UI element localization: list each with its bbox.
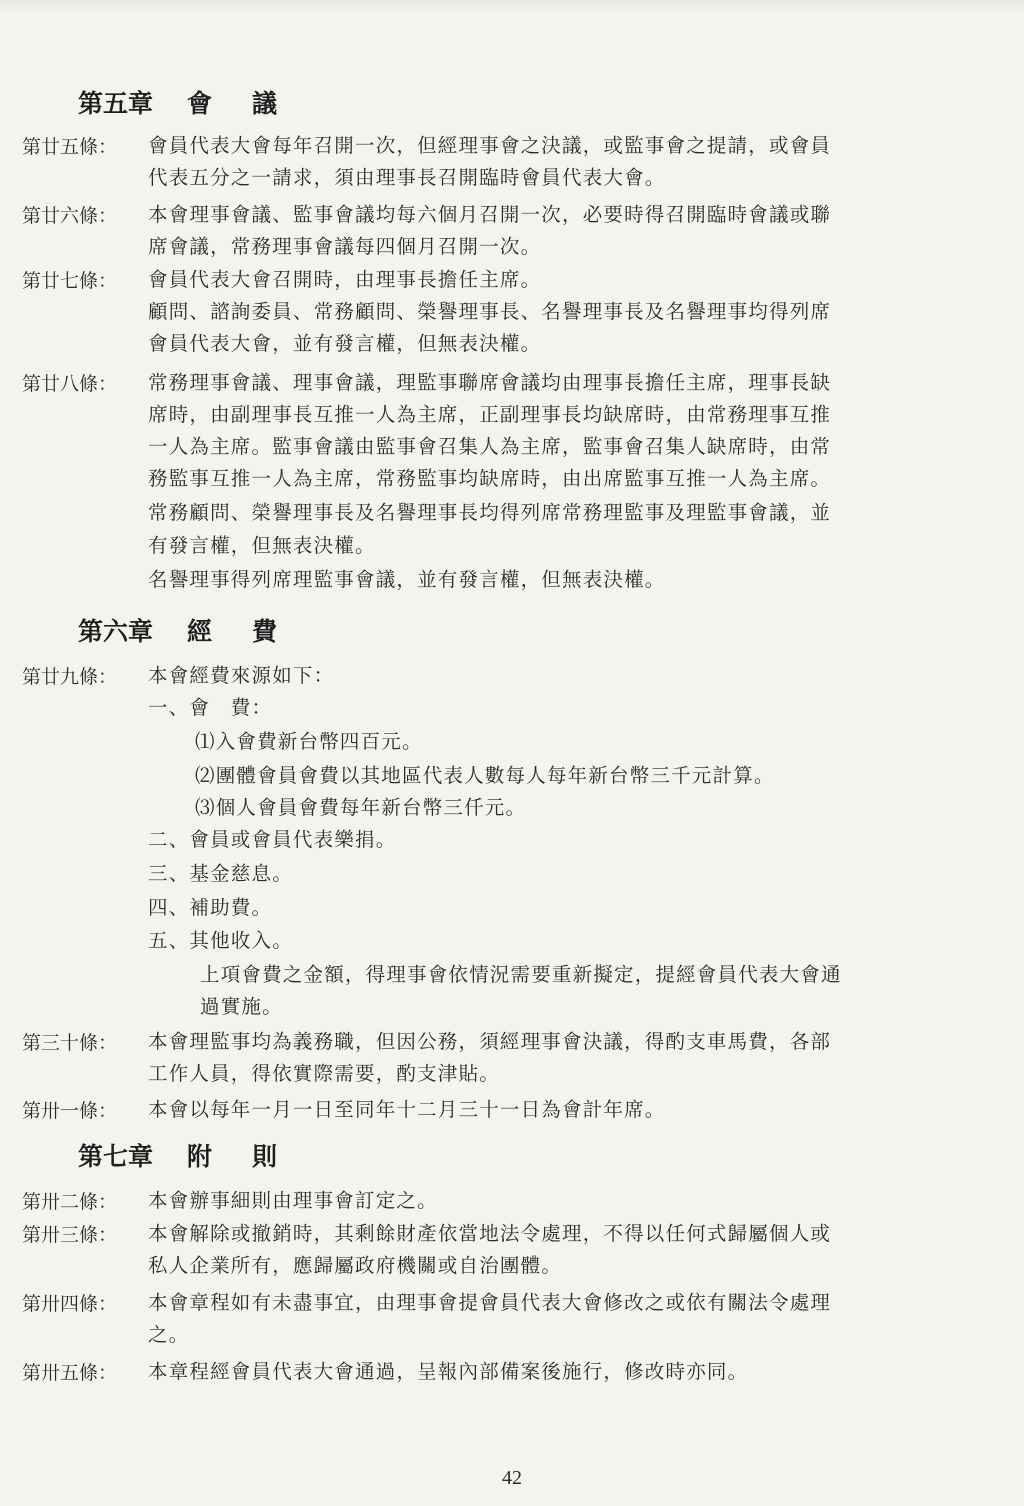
- chapter-6-heading: [78, 612, 277, 648]
- article-26-line: 本會理事會議、監事會議均每六個月召開一次，必要時得召開臨時會議或聯: [148, 203, 832, 226]
- chapter-title-char: 附: [187, 1142, 213, 1171]
- article-28-line: 常務理事會議、理事會議，理監事聯席會議均由理事長擔任主席，理事長缺: [148, 371, 832, 394]
- article-28-line: 務監事互推一人為主席，常務監事均缺席時，由出席監事互推一人為主席。: [148, 467, 832, 490]
- article-33-line: 本會解除或撤銷時，其剩餘財產依當地法令處理，不得以任何式歸屬個人或: [148, 1222, 832, 1245]
- article-29-item: 四、補助費。: [148, 896, 273, 919]
- article-35-line: 本章程經會員代表大會通過，呈報內部備案後施行，修改時亦同。: [148, 1360, 749, 1383]
- article-28-line: 一人為主席。監事會議由監事會召集人為主席，監事會召集人缺席時，由常: [148, 435, 832, 458]
- article-29-item: 五、其他收入。: [148, 929, 293, 952]
- chapter-title-char: 經: [187, 617, 213, 646]
- article-29-subitem: ⑵團體會員會費以其地區代表人數每人每年新台幣三千元計算。: [195, 764, 775, 787]
- chapter-title-char: 則: [252, 1142, 278, 1171]
- article-29-line: 上項會費之金額，得理事會依情況需要重新擬定，提經會員代表大會通: [200, 963, 842, 986]
- article-26-label: 第廿六條：: [22, 205, 118, 227]
- article-30-line: 工作人員，得依實際需要，酌支津貼。: [148, 1062, 500, 1085]
- chapter-title-char: 會: [187, 89, 213, 118]
- chapter-title-char: 費: [252, 617, 278, 646]
- article-32-line: 本會辦事細則由理事會訂定之。: [148, 1189, 438, 1212]
- article-28-line: 有發言權，但無表決權。: [148, 534, 376, 557]
- article-28-line: 常務顧問、榮譽理事長及名譽理事長均得列席常務理監事及理監事會議，並: [148, 501, 832, 524]
- article-27-line: 會員代表大會召開時，由理事長擔任主席。: [148, 268, 542, 291]
- article-34-line: 本會章程如有未盡事宜，由理事會提會員代表大會修改之或依有關法令處理: [148, 1291, 832, 1314]
- article-29-subitem: ⑶個人會員會費每年新台幣三仟元。: [195, 796, 527, 819]
- article-25-line: 代表五分之一請求，須由理事長召開臨時會員代表大會。: [148, 166, 666, 189]
- article-32-label: 第卅二條：: [22, 1191, 118, 1213]
- article-30-label: 第三十條：: [22, 1032, 118, 1054]
- article-27-line: 顧問、諮詢委員、常務顧問、榮譽理事長、名譽理事長及名譽理事均得列席: [148, 300, 832, 323]
- page-number: 42: [502, 1467, 522, 1489]
- article-29-line: 過實施。: [200, 995, 283, 1018]
- article-29-item: 三、基金慈息。: [148, 862, 293, 885]
- article-30-line: 本會理監事均為義務職，但因公務，須經理事會決議，得酌支車馬費，各部: [148, 1030, 832, 1053]
- article-27-label: 第廿七條：: [22, 270, 118, 292]
- article-29-item: 一、會 費：: [148, 696, 273, 719]
- article-27-line: 會員代表大會，並有發言權，但無表決權。: [148, 332, 542, 355]
- article-26-line: 席會議，常務理事會議每四個月召開一次。: [148, 235, 542, 258]
- article-28-line: 席時，由副理事長互推一人為主席，正副理事長均缺席時，由常務理事互推: [148, 403, 832, 426]
- article-34-label: 第卅四條：: [22, 1293, 118, 1315]
- article-28-line: 名譽理事得列席理監事會議，並有發言權，但無表決權。: [148, 568, 666, 591]
- article-31-line: 本會以每年一月一日至同年十二月三十一日為會計年席。: [148, 1098, 666, 1121]
- article-25-line: 會員代表大會每年召開一次，但經理事會之決議，或監事會之提請，或會員: [148, 134, 832, 157]
- article-35-label: 第卅五條：: [22, 1362, 118, 1384]
- chapter-5-heading: [78, 84, 277, 120]
- chapter-number: 第七章: [78, 1142, 154, 1171]
- article-29-label: 第廿九條：: [22, 666, 118, 688]
- article-29-line: 本會經費來源如下：: [148, 664, 335, 687]
- scan-top-edge: [0, 0, 1024, 14]
- article-29-subitem: ⑴入會費新台幣四百元。: [195, 730, 423, 753]
- article-33-line: 私人企業所有，應歸屬政府機關或自治團體。: [148, 1254, 563, 1277]
- article-25-label: 第廿五條：: [22, 136, 118, 158]
- chapter-7-heading: [78, 1137, 277, 1173]
- article-34-line: 之。: [148, 1323, 190, 1346]
- article-29-item: 二、會員或會員代表樂捐。: [148, 828, 397, 851]
- article-31-label: 第卅一條：: [22, 1100, 118, 1122]
- chapter-title-char: 議: [252, 89, 278, 118]
- article-33-label: 第卅三條：: [22, 1224, 118, 1246]
- chapter-number: 第六章: [78, 617, 154, 646]
- article-28-label: 第廿八條：: [22, 373, 118, 395]
- chapter-number: 第五章: [78, 89, 154, 118]
